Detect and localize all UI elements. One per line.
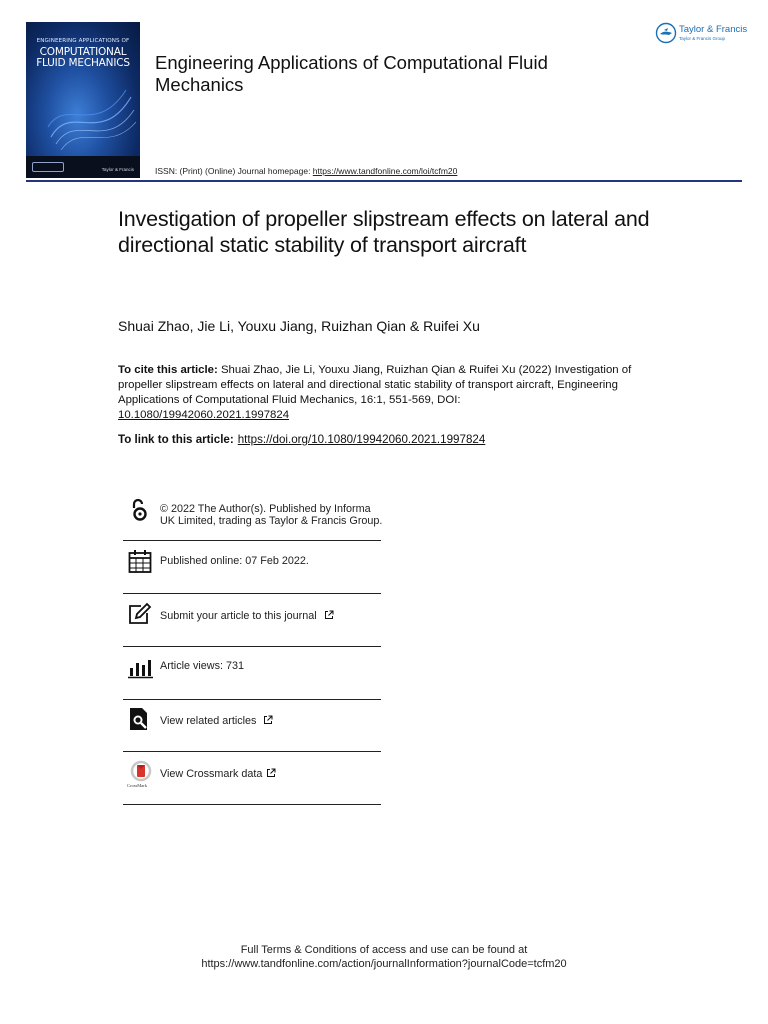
external-link-icon	[324, 610, 334, 620]
info-divider	[123, 804, 381, 805]
article-title: Investigation of propeller slipstream effects on lateral and directional static stability of transport aircraft	[118, 207, 650, 257]
info-divider	[123, 699, 381, 700]
crossmark-label: View Crossmark data	[160, 768, 263, 780]
cover-swirl-graphic	[46, 82, 136, 152]
open-access-text: © 2022 The Author(s). Published by Informa UK Limited, trading as Taylor & Francis Group.	[160, 503, 383, 527]
footer	[0, 943, 768, 971]
info-divider	[123, 646, 381, 647]
document-search-icon	[127, 706, 153, 732]
published-row	[123, 548, 381, 578]
cover-society-logo	[32, 162, 64, 172]
submit-article-link[interactable]	[160, 610, 334, 622]
crossmark-caption: CrossMark	[127, 783, 147, 788]
article-doi-link[interactable]: https://doi.org/10.1080/19942060.2021.1997824	[237, 433, 486, 446]
submit-article-label: Submit your article to this journal	[160, 610, 317, 622]
footer-terms: Full Terms & Conditions of access and use can be found at	[240, 944, 528, 956]
open-access-row	[123, 498, 381, 538]
related-articles-label: View related articles	[160, 715, 257, 727]
crossmark-link[interactable]	[160, 768, 276, 780]
crossmark-row[interactable]	[123, 760, 381, 792]
publisher-logo[interactable]	[655, 22, 750, 48]
calendar-icon	[127, 548, 153, 574]
citation-doi-link[interactable]: 10.1080/19942060.2021.1997824	[118, 409, 290, 421]
cover-title	[26, 47, 140, 69]
issn-prefix: ISSN: (Print) (Online) Journal homepage:	[155, 166, 313, 176]
journal-cover	[26, 22, 140, 178]
citation-text: Shuai Zhao, Jie Li, Youxu Jiang, Ruizhan Qian & Ruifei Xu (2022) Investigation of propeller slipstream effects on lateral and directional static stability of transport aircraft, Engineering Applications of Computational Fluid Mechanics, 16:1, 551-569, DOI:	[118, 364, 632, 406]
related-articles-link[interactable]	[160, 715, 273, 727]
header-divider	[26, 180, 742, 182]
article-views: Article views: 731	[160, 660, 245, 672]
cover-publisher-mark: Taylor & Francis	[101, 167, 134, 172]
journal-title: Engineering Applications of Computational Fluid Mechanics	[155, 52, 548, 95]
publisher-subname: Taylor & Francis Group	[679, 36, 726, 41]
views-row	[123, 654, 381, 684]
bar-chart-icon	[127, 654, 153, 680]
issn-line	[155, 166, 457, 176]
citation-label: To cite this article:	[118, 364, 218, 376]
citation-block	[118, 363, 638, 423]
footer-terms-url[interactable]: https://www.tandfonline.com/action/journalInformation?journalCode=tcfm20	[201, 958, 567, 970]
cover-line2: COMPUTATIONAL	[39, 46, 127, 58]
related-row[interactable]	[123, 706, 381, 736]
publisher-name: Taylor & Francis	[679, 24, 748, 35]
open-access-icon	[127, 498, 153, 524]
edit-icon	[127, 601, 153, 627]
cover-line1: ENGINEERING APPLICATIONS OF	[36, 38, 130, 44]
info-divider	[123, 751, 381, 752]
published-date: Published online: 07 Feb 2022.	[160, 555, 309, 567]
journal-homepage-link[interactable]: https://www.tandfonline.com/loi/tcfm20	[312, 166, 458, 176]
info-divider	[123, 593, 381, 594]
external-link-icon	[263, 715, 273, 725]
info-divider	[123, 540, 381, 541]
article-link-label: To link to this article:	[118, 433, 234, 446]
article-link-line	[118, 433, 485, 446]
external-link-icon	[266, 768, 276, 778]
cover-line3: FLUID MECHANICS	[36, 57, 130, 69]
publisher-logo-icon	[655, 22, 677, 44]
article-authors: Shuai Zhao, Jie Li, Youxu Jiang, Ruizhan Qian & Ruifei Xu	[118, 318, 480, 334]
submit-row[interactable]	[123, 601, 381, 631]
